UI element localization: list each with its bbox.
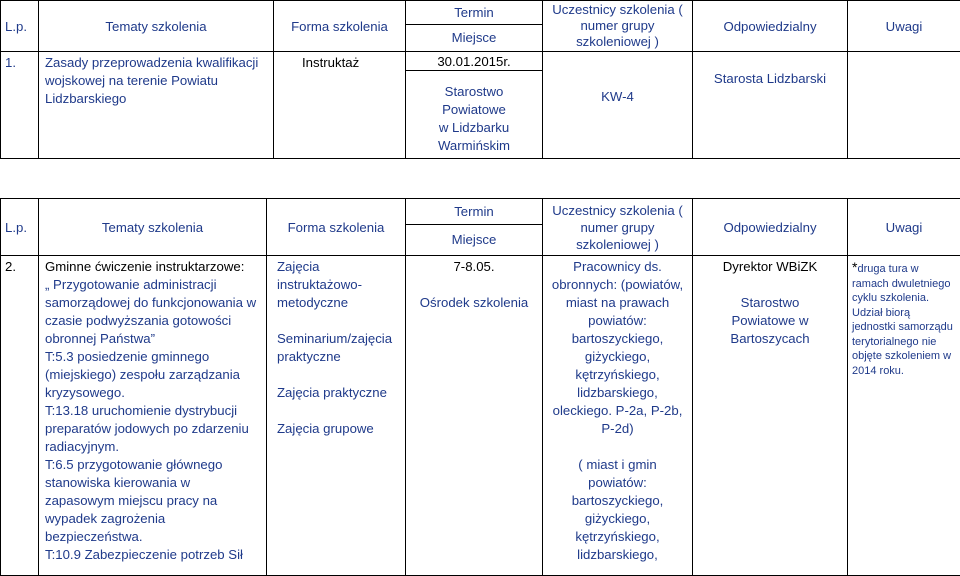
- header-termin-miejsce: [406, 199, 543, 256]
- header-responsible: Odpowiedzialny: [693, 199, 848, 256]
- row2-notes-text: druga tura w ramach dwuletniego cyklu szkolenia. Udział biorą jednostki samorządu terytorialnego nie objęte szkoleniem w 2014 roku.: [852, 263, 953, 377]
- row1-form: Instruktaż: [274, 52, 406, 159]
- row2-date: 7-8.05.: [412, 258, 536, 276]
- row1-lp: 1.: [1, 52, 39, 159]
- row2-topic-line: „ Przygotowanie administracji samorządowej do funkcjonowania w czasie podwyższania gotowości obronnej Państwa”: [45, 276, 260, 348]
- table-row: [1, 256, 960, 576]
- header-termin-miejsce: [406, 1, 543, 52]
- row2-topic-title: Gminne ćwiczenie instruktarzowe:: [45, 258, 260, 276]
- row2-topic-line: T:10.9 Zabezpieczenie potrzeb Sił: [45, 546, 260, 564]
- training-table-2: [0, 198, 960, 576]
- header-participants: Uczestnicy szkolenia ( numer grupy szkoleniowej ): [543, 1, 693, 52]
- footnote-star: *: [852, 259, 857, 275]
- header-topics: Tematy szkolenia: [39, 199, 267, 256]
- row2-topic-line: T:6.5 przygotowanie głównego stanowiska kierowania w zapasowym miejscu pracy na wypadek zagrożenia bezpieczeństwa.: [45, 456, 260, 546]
- row2-responsible-1: Dyrektor WBiZK: [699, 258, 841, 276]
- row2-responsible: [693, 256, 848, 576]
- row2-form: Seminarium/zajęcia praktyczne: [277, 330, 399, 366]
- row2-topic-line: T:13.18 uruchomienie dystrybucji preparatów jodowych po zdarzeniu radiacyjnym.: [45, 402, 260, 456]
- row2-form: Zajęcia instruktażowo-metodyczne: [277, 258, 399, 312]
- header-lp: L.p.: [1, 1, 39, 52]
- row2-participants-1: Pracownicy ds. obronnych: (powiatów, miast na prawach powiatów: bartoszyckiego, giżyckiego, kętrzyńskiego, lidzbarskiego, oleckiego. P-2a, P-2b, P-2d): [549, 258, 686, 438]
- header-termin: Termin: [406, 200, 542, 225]
- row2-topic: [39, 256, 267, 576]
- row2-topic-line: T:5.3 posiedzenie gminnego (miejskiego) zespołu zarządzania kryzysowego.: [45, 348, 260, 402]
- row2-form: Zajęcia praktyczne: [277, 384, 399, 402]
- header-lp: L.p.: [1, 199, 39, 256]
- row1-place: Starostwo Powiatowe w Lidzbarku Warmińskim: [406, 71, 542, 155]
- header-notes: Uwagi: [848, 199, 960, 256]
- row1-date-place: [406, 52, 543, 159]
- table-header-row: [1, 199, 960, 256]
- header-responsible: Odpowiedzialny: [693, 1, 848, 52]
- row1-topic: Zasady przeprowadzenia kwalifikacji wojskowej na terenie Powiatu Lidzbarskiego: [39, 52, 274, 159]
- table-header-row: [1, 1, 960, 52]
- table-row: [1, 52, 960, 159]
- training-table-1: [0, 0, 960, 159]
- row2-participants: [543, 256, 693, 576]
- row2-forms: [267, 256, 406, 576]
- header-notes: Uwagi: [848, 1, 960, 52]
- header-form: Forma szkolenia: [267, 199, 406, 256]
- row2-place: Ośrodek szkolenia: [412, 294, 536, 312]
- header-termin: Termin: [406, 2, 542, 25]
- row2-responsible-2: Starostwo Powiatowe w Bartoszycach: [699, 294, 841, 348]
- row1-responsible: Starosta Lidzbarski: [693, 52, 848, 159]
- row2-lp: 2.: [1, 256, 39, 576]
- row1-notes: [848, 52, 960, 159]
- row2-participants-2: ( miast i gmin powiatów: bartoszyckiego, giżyckiego, kętrzyńskiego, lidzbarskiego,: [549, 456, 686, 564]
- row2-form: Zajęcia grupowe: [277, 420, 399, 438]
- header-topics: Tematy szkolenia: [39, 1, 274, 52]
- row1-participants: KW-4: [543, 52, 693, 159]
- row2-date-place: [406, 256, 543, 576]
- header-miejsce: Miejsce: [406, 25, 542, 51]
- header-participants: Uczestnicy szkolenia ( numer grupy szkoleniowej ): [543, 199, 693, 256]
- header-miejsce: Miejsce: [406, 225, 542, 255]
- row1-date: 30.01.2015r.: [406, 52, 542, 71]
- header-form: Forma szkolenia: [274, 1, 406, 52]
- row2-notes: [848, 256, 960, 576]
